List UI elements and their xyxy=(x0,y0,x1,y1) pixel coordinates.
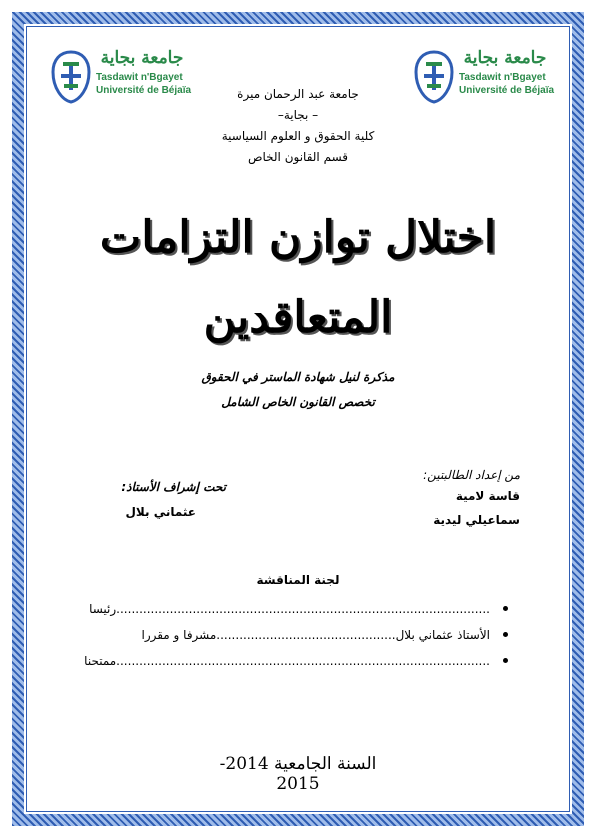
degree-description: مذكرة لنيل شهادة الماستر في الحقوق xyxy=(201,370,395,384)
supervisor-name: عثماني بلال xyxy=(125,505,196,519)
committee-member-text: ..................................................................................................ممتحنا xyxy=(84,654,490,668)
committee-member-row xyxy=(70,648,508,674)
specialization: تخصص القانون الخاص الشامل xyxy=(221,395,375,409)
committee-title: لجنة المناقشة xyxy=(256,573,340,587)
committee-member-text: الأستاذ عثماني بلال...............................................مشرفا و مقررا xyxy=(141,628,490,642)
student-name: سماعيلي ليدية xyxy=(433,513,520,527)
university-header xyxy=(200,84,396,168)
student-name: قاسة لامية xyxy=(455,489,520,503)
logo-french-name: Université de Béjaïa xyxy=(459,85,555,96)
university-logo-left xyxy=(50,48,190,108)
bullet-icon xyxy=(503,658,508,663)
university-emblem-icon xyxy=(413,50,455,104)
university-city: – بجاية– xyxy=(277,108,319,122)
logo-arabic-name: جامعة بجاية xyxy=(100,48,184,68)
logo-kabyle-name: Tasdawit n'Bgayet xyxy=(96,72,183,83)
bullet-icon xyxy=(503,632,508,637)
university-emblem-icon xyxy=(50,50,92,104)
supervisor-label: تحت إشراف الأستاذ: xyxy=(121,480,226,494)
committee-member-row xyxy=(70,622,508,648)
university-logo-right xyxy=(413,48,553,108)
logo-french-name: Université de Béjaïa xyxy=(96,85,192,96)
department-name: قسم القانون الخاص xyxy=(247,150,349,164)
logo-arabic-name: جامعة بجاية xyxy=(463,48,547,68)
logo-kabyle-name: Tasdawit n'Bgayet xyxy=(459,72,546,83)
prepared-by-label: من إعداد الطالبتين: xyxy=(423,468,520,482)
university-name: جامعة عبد الرحمان ميرة xyxy=(237,87,359,101)
thesis-title-line-1: اختلال توازن التزامات xyxy=(99,212,497,263)
committee-member-row xyxy=(70,596,508,622)
prepared-by-section xyxy=(360,466,520,532)
academic-year: السنة الجامعية 2014-2015 xyxy=(219,754,377,794)
supervision-section xyxy=(96,478,226,528)
thesis-title-line-2: المتعاقدين xyxy=(203,292,393,343)
bullet-icon xyxy=(503,606,508,611)
committee-member-text: ..................................................................................................رئيسا xyxy=(89,602,490,616)
faculty-name: كلية الحقوق و العلوم السياسية xyxy=(221,129,375,143)
committee-list xyxy=(70,596,508,674)
